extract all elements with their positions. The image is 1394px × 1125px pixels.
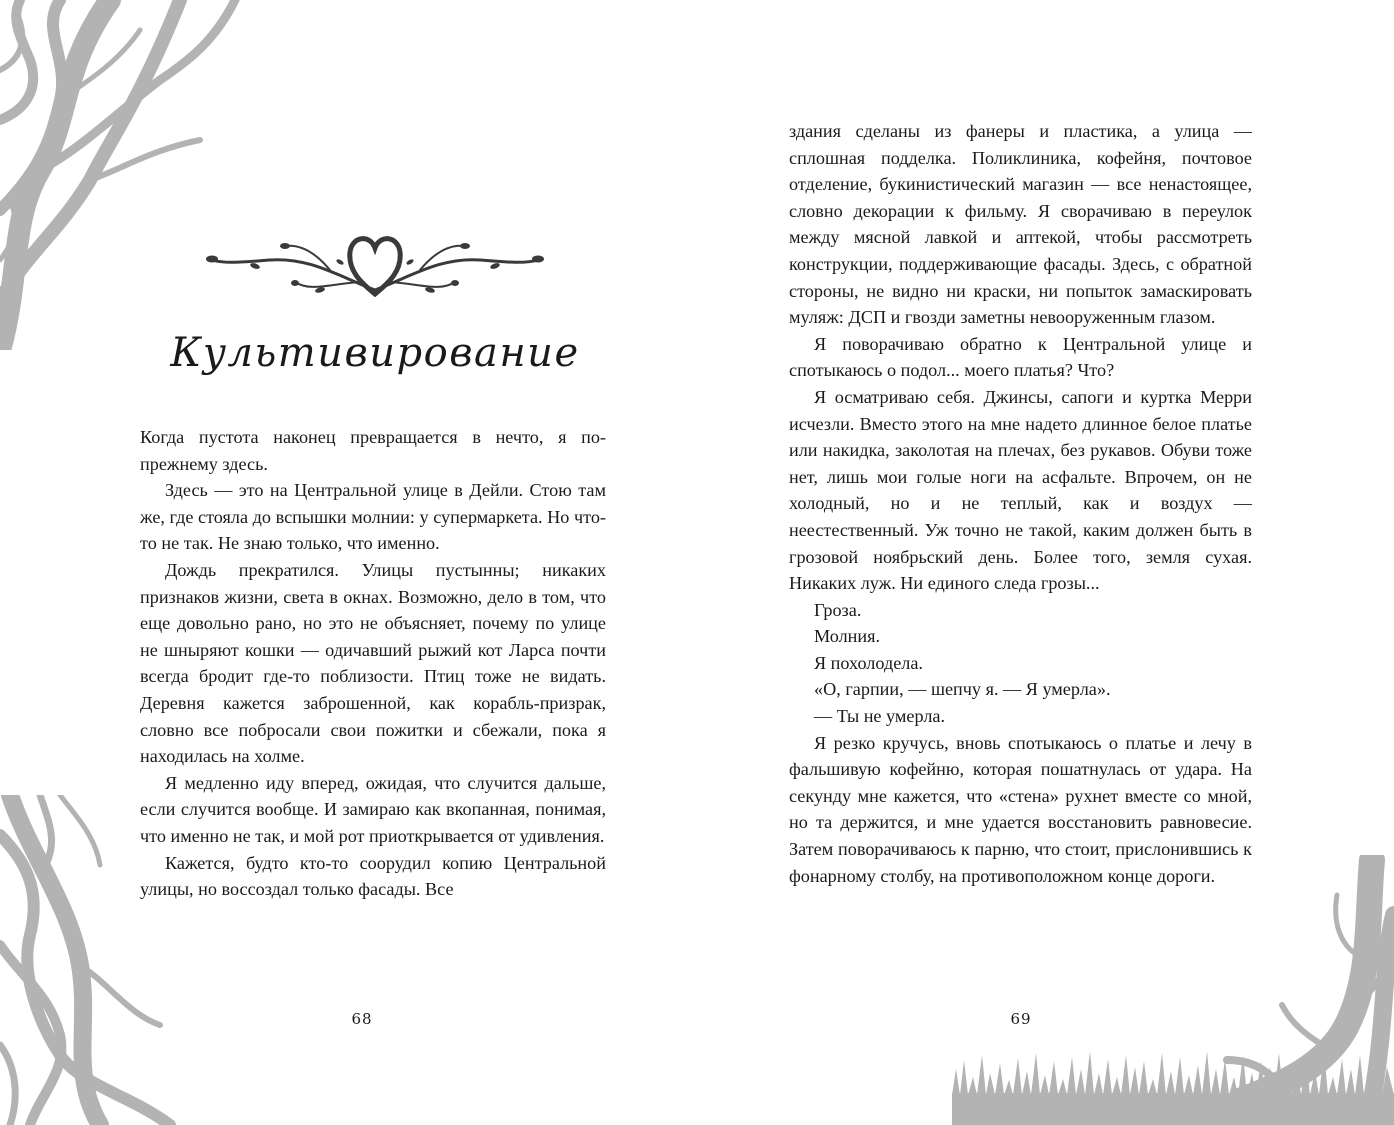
paragraph: Гроза. [814,599,862,620]
paragraph: — Ты не умерла. [814,706,946,727]
right-page [697,0,1394,1125]
paragraph: Я поворачиваю обратно к Центральной улице и спотыкаюсь о подол... моего платья? Что? [789,333,1252,381]
vine-heart-ornament-icon [200,222,550,302]
paragraph: Я осматриваю себя. Джинсы, сапоги и куртка Мерри исчезли. Вместо этого на мне надето длинное белое платье или накидка, заколотая на плечах, без рукавов. Обуви тоже нет, лишь мои голые ноги на асфальте. Впрочем, он не холодный, но и не теплый, как и воздух — неестественный. Уж точно не такой, каким должен быть в грозовой ноябрьский день. Более того, земля сухая. Никаких луж. Ни единого следа грозы... [789,386,1252,594]
chapter-title: Культивирование [170,330,580,376]
paragraph: Я резко кручусь, вновь спотыкаюсь о платье и лечу в фальшивую кофейню, которая пошатнулась от удара. На секунду мне кажется, что «стена» рухнет вместе со мной, но та держится, и мне удается восстановить равновесие. Затем поворачиваюсь к парню, что стоит, прислонившись к фонарному столбу, на противоположном конце дороги. [789,732,1252,886]
paragraph: Я похолодела. [814,652,923,673]
paragraph: здания сделаны из фанеры и пластика, а улица — сплошная подделка. Поликлиника, кофейня, почтовое отделение, букинистический магазин — все ненастоящее, словно декорации к фильму. Я сворачиваю в переулок между мясной лавкой и аптекой, чтобы рассмотреть конструкции, поддерживающие фасады. Здесь, с обратной стороны, не видно ни краски, ни попыток замаскировать муляж: ДСП и гвозди заметны невооруженным глазом. [789,121,1252,328]
paragraph: Когда пустота наконец превращается в нечто, я по-прежнему здесь. [140,427,606,474]
paragraph: «О, гарпии, — шепчу я. — Я умерла». [814,679,1111,700]
page-number: 69 [1010,1010,1032,1028]
page-number: 68 [351,1010,373,1028]
tree-grass-bottom-right-icon [952,855,1394,1125]
paragraph: Молния. [814,626,881,647]
paragraph: Кажется, будто кто-то соорудил копию Центральной улицы, но воссоздал только фасады. Все [140,852,606,900]
right-page-text [789,118,1252,889]
left-page-text [140,424,606,903]
paragraph: Дождь прекратился. Улицы пустынны; никаких признаков жизни, света в окнах. Возможно, дело в том, что еще довольно рано, но это не объясняет, почему по улице не шныряют кошки — одичавший рыжий кот Ларса почти всегда бродит где-то поблизости. Птиц тоже не видать. Деревня кажется заброшенной, как корабль-призрак, словно все побросали свои пожитки и сбежали, пока я находилась на холме. [140,559,606,767]
paragraph: Я медленно иду вперед, ожидая, что случится дальше, если случится вообще. И замираю как вкопанная, понимая, что именно не так, и мой рот приоткрывается от удивления. [140,772,606,846]
paragraph: Здесь — это на Центральной улице в Дейли. Стою там же, где стояла до вспышки молнии: у супермаркета. Но что-то не так. Не знаю только, что именно. [140,480,606,554]
